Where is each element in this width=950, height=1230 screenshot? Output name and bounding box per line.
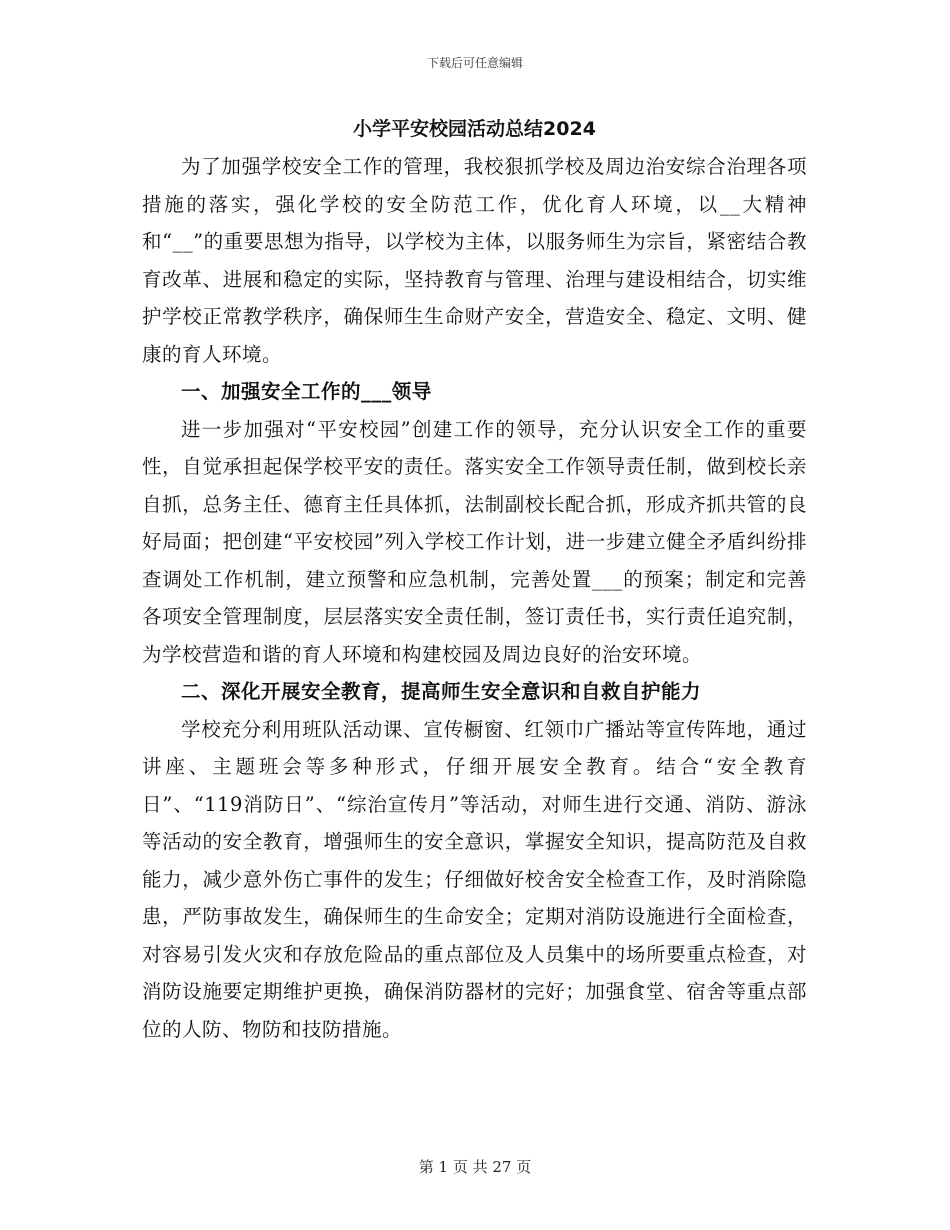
document-title: 小学平安校园活动总结2024 bbox=[353, 118, 596, 140]
section-heading-1: 一、加强安全工作的___领导 bbox=[181, 380, 432, 403]
intro-paragraph: 为了加强学校安全工作的管理，我校狠抓学校及周边治安综合治理各项措施的落实，强化学校的安全防范工作，优化育人环境，以__大精神和“__”的重要思想为指导，以学校为主体，以服务师生为宗旨，紧密结合教育改革、进展和稳定的实际，坚持教育与管理、治理与建设相结合，切实维护学校正常教学秩序，确保师生生命财产安全，营造安全、稳定、文明、健康的育人环境。 bbox=[142, 155, 807, 366]
page-number-footer: 第 1 页 共 27 页 bbox=[418, 1158, 532, 1176]
header-note: 下载后可任意编辑 bbox=[426, 56, 523, 70]
section-body-1: 进一步加强对“平安校园”创建工作的领导，充分认识安全工作的重要性，自觉承担起保学校平安的责任。落实安全工作领导责任制，做到校长亲自抓，总务主任、德育主任具体抓，法制副校长配合抓，形成齐抓共管的良好局面；把创建“平安校园”列入学校工作计划，进一步建立健全矛盾纠纷排查调处工作机制，建立预警和应急机制，完善处置___的预案；制定和完善各项安全管理制度，层层落实安全责任制，签订责任书，实行责任追究制，为学校营造和谐的育人环境和构建校园及周边良好的治安环境。 bbox=[142, 417, 807, 666]
document-body bbox=[142, 112, 807, 1048]
section-body-2: 学校充分利用班队活动课、宣传橱窗、红领巾广播站等宣传阵地，通过讲座、主题班会等多种形式，仔细开展安全教育。结合“安全教育日”、“119消防日”、“综治宣传月”等活动，对师生进行交通、消防、游泳等活动的安全教育，增强师生的安全意识，掌握安全知识，提高防范及自救能力，减少意外伤亡事件的发生；仔细做好校舍安全检查工作，及时消除隐患，严防事故发生，确保师生的生命安全；定期对消防设施进行全面检查，对容易引发火灾和存放危险品的重点部位及人员集中的场所要重点检查，对消防设施要定期维护更换，确保消防器材的完好；加强食堂、宿舍等重点部位的人防、物防和技防措施。 bbox=[142, 717, 807, 1041]
section-heading-2: 二、深化开展安全教育，提高师生安全意识和自救自护能力 bbox=[181, 680, 702, 703]
